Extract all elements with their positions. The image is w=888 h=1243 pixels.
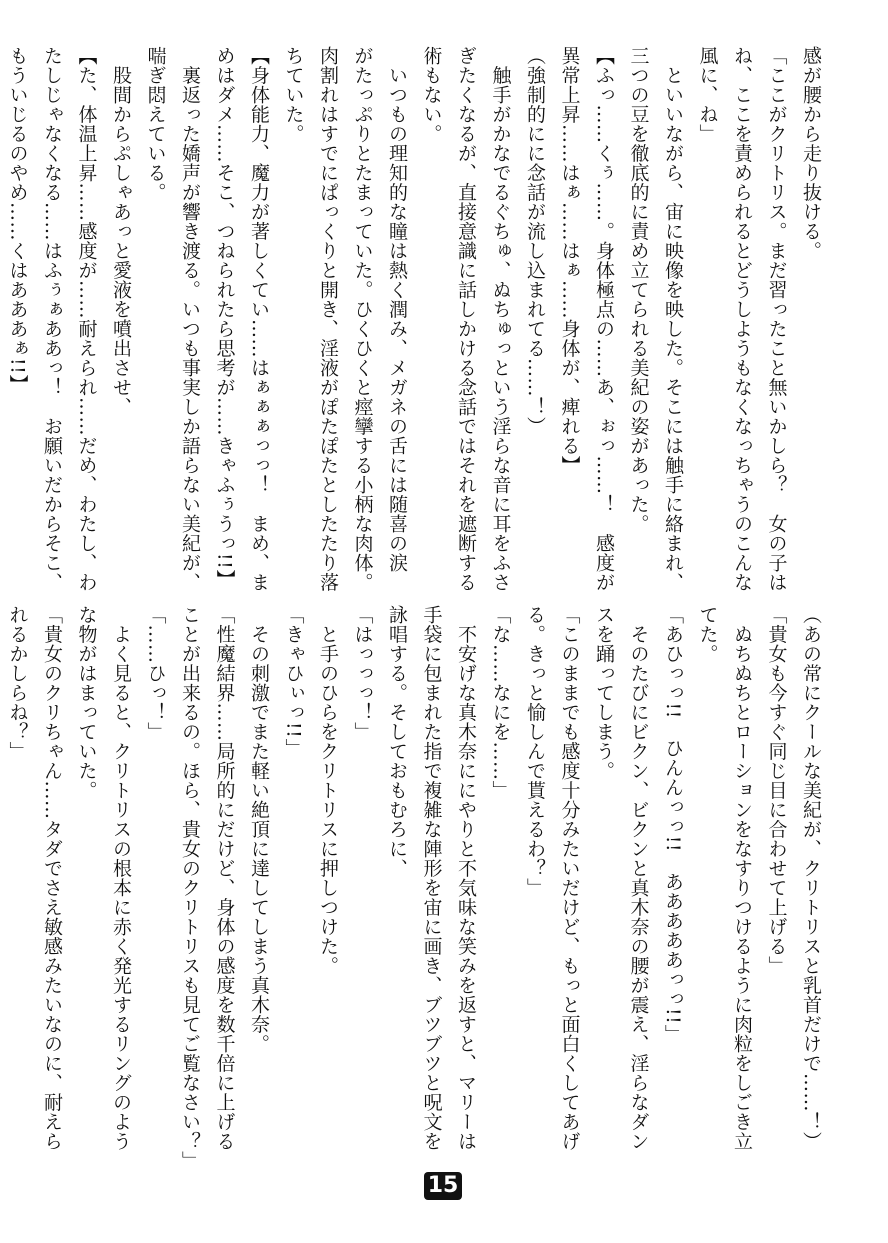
text-line: 「きゃひぃっ!!」 (282, 605, 305, 758)
text-line: れるかしらね？」 (6, 605, 29, 761)
text-line: と手のひらをクリトリスに押しつけた。 (317, 605, 339, 976)
text-line: ちていた。 (282, 46, 305, 144)
text-line: 異常上昇……はぁ……はぁ……身体が、痺れる】 (558, 46, 581, 475)
text-line: 「……ひっ！」 (144, 605, 167, 742)
text-line: 股間からぷしゃあっと愛液を噴出させ、 (110, 46, 132, 417)
text-line: 【た、体温上昇……感度が……耐えられ……だめ、わたし、わ (75, 46, 98, 592)
text-block-bottom (6, 605, 828, 1171)
text-line: ぬちぬちとローションをなすりつけるように肉粒をしごき立 (731, 605, 753, 1151)
text-line: 【身体能力、魔力が著しくてい……はぁぁぁっっ！ まめ、ま (248, 46, 270, 592)
text-line: 「貴女も今すぐ同じ目に合わせて上げる」 (765, 605, 788, 976)
text-line: てた。 (696, 605, 719, 664)
text-line: 三つの豆を徹底的に責め立てられる美紀の姿があった。 (627, 46, 650, 534)
text-line: 「はっっっ！」 (351, 605, 374, 742)
text-line: 手袋に包まれた指で複雑な陣形を宙に画き、ブツブツと呪文を (420, 605, 443, 1151)
text-line: めはダメ……そこ、つねられたら思考が……きゃふぅうっ!!】 (213, 46, 236, 589)
text-line: 「性魔結界……局所的にだけど、身体の感度を数千倍に上げる (213, 605, 236, 1151)
text-line: いつもの理知的な瞳は熱く潤み、メガネの舌には随喜の涙 (386, 46, 408, 573)
text-line: ね、ここを責められるとどうしようもなくなっちゃうのこんな (731, 46, 753, 592)
text-line: スを踊ってしまう。 (593, 605, 615, 781)
text-line: 喘ぎ悶えている。 (144, 46, 167, 202)
text-line: その刺激でまた軽い絶頂に達してしまう真木奈。 (248, 605, 270, 1054)
text-line: よく見ると、クリトリスの根本に赤く発光するリングのよう (110, 605, 132, 1151)
text-line: 風に、ね」 (696, 46, 719, 144)
text-line: な物がはまっていた。 (75, 605, 98, 800)
text-line: 「あひっっ!! ひんんっっ!! あああああっっ!!」 (662, 605, 684, 1044)
text-line: 「貴女のクリちゃん……タダでさえ敏感みたいなのに、耐えら (41, 605, 63, 1151)
text-line: 肉割れはすでにぱっくりと開き、淫液がぽたぽたとしたたり落 (317, 46, 339, 592)
text-line: （強制的にに念話が流し込まれてる……！） (524, 46, 546, 436)
text-line: 「な……なにを……」 (489, 605, 512, 800)
text-line: 術もない。 (420, 46, 443, 144)
text-line: 感が腰から走り抜ける。 (800, 46, 822, 261)
text-line: る。きっと愉しんで貰えるわ？」 (524, 605, 546, 898)
text-line: 不安げな真木奈ににやりと不気味な笑みを返すと、マリーは (455, 605, 477, 1151)
text-line: もういじるのやめ……くはあああぁ!!】 (6, 46, 29, 394)
text-line: そのたびにビクン、ビクンと真木奈の腰が震え、淫らなダン (627, 605, 650, 1151)
text-line: たしじゃなくなる……はふぅぁああっ！ お願いだからそこ、 (41, 46, 63, 592)
text-line: ぎたくなるが、直接意識に話しかける念話ではそれを遮断する (455, 46, 477, 592)
text-line: 【ふっ……くぅ……。身体極点の……あ、ぉっ……！ 感度が (593, 46, 615, 592)
text-line: （あの常にクールな美紀が、クリトリスと乳首だけで……！） (800, 605, 822, 1151)
text-block-top (6, 46, 828, 592)
text-line: といいながら、宙に映像を映した。そこには触手に絡まれ、 (662, 46, 684, 592)
text-line: がたっぷりとたまっていた。ひくひくと痙攣する小柄な肉体。 (351, 46, 374, 592)
text-line: 「ここがクリトリス。まだ習ったこと無いかしら？ 女の子は (765, 46, 788, 592)
page-number: 15 (424, 1172, 462, 1200)
text-line: ことが出来るの。ほら、貴女のクリトリスも見てご覧なさい？」 (179, 605, 201, 1171)
text-line: 「このままでも感度十分みたいだけど、もっと面白くしてあげ (558, 605, 581, 1151)
text-line: 詠唱する。そしておもむろに、 (386, 605, 408, 878)
text-line: 触手がかなでるぐちゅ、ぬちゅっという淫らな音に耳をふさ (489, 46, 512, 592)
text-line: 裏返った嬌声が響き渡る。いつも事実しか語らない美紀が、 (179, 46, 201, 592)
